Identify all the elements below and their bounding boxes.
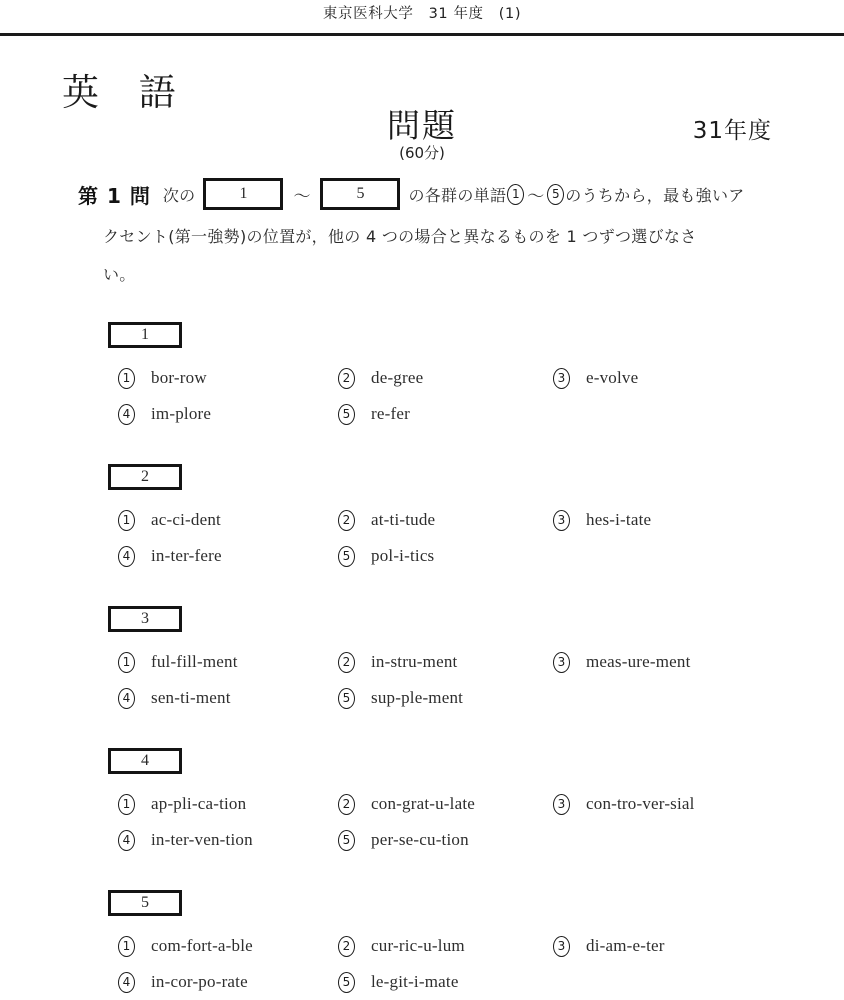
answer-option[interactable] (553, 794, 768, 815)
group-answer-box[interactable]: 2 (108, 464, 182, 490)
option-row (118, 680, 808, 716)
circled-number-icon: 5 (338, 830, 355, 851)
option-word: sup-ple-ment (371, 688, 464, 707)
circled-number-icon: 1 (118, 652, 135, 673)
circled-number-icon: 2 (338, 510, 355, 531)
circled-number-icon: 4 (118, 972, 135, 993)
option-word: ap-pli-ca-tion (151, 794, 247, 813)
answer-option[interactable] (553, 936, 768, 957)
option-word: cur-ric-u-lum (371, 936, 465, 955)
running-head: 東京医科大学 31 年度 (1) (322, 6, 522, 22)
option-row (118, 538, 808, 574)
option-word: e-volve (586, 368, 639, 387)
option-word: hes-i-tate (586, 510, 652, 529)
prompt-text-after-blank: の各群の単語 (408, 185, 507, 205)
question-group (108, 748, 808, 858)
circled-number-icon: 4 (118, 830, 135, 851)
circled-number-icon: 5 (338, 688, 355, 709)
question-group (108, 464, 808, 574)
circled-number-icon: 4 (118, 546, 135, 567)
option-row (118, 928, 808, 964)
circled-number-icon: 1 (118, 794, 135, 815)
exam-duration: (60分) (399, 144, 445, 162)
group-answer-box[interactable]: 1 (108, 322, 182, 348)
circled-number-icon: 1 (118, 936, 135, 957)
question-number-label: 第 1 問 (78, 183, 151, 208)
option-word: at-ti-tude (371, 510, 436, 529)
range-tilde: ～ (293, 186, 311, 207)
answer-option[interactable] (118, 936, 338, 957)
prompt-text-tail: のうちから，最も強いア (565, 185, 745, 205)
exam-year: 31年度 (692, 118, 772, 144)
answer-option[interactable] (338, 546, 553, 567)
option-word: ac-ci-dent (151, 510, 221, 529)
answer-option[interactable] (118, 794, 338, 815)
answer-option[interactable] (553, 368, 768, 389)
group-answer-box[interactable]: 3 (108, 606, 182, 632)
prompt-line-2-text: クセント(第一強勢)の位置が，他の 4 つの場合と異なるものを 1 つずつ選びなさ (103, 226, 697, 246)
header-rule (0, 33, 844, 36)
prompt-line-3-text: い。 (103, 264, 136, 284)
option-word: meas-ure-ment (586, 652, 691, 671)
option-row (118, 822, 808, 858)
option-word: com-fort-a-ble (151, 936, 253, 955)
group-answer-box[interactable]: 5 (108, 890, 182, 916)
option-word: in-ter-fere (151, 546, 222, 565)
option-row (118, 786, 808, 822)
circled-number-icon: 4 (118, 688, 135, 709)
answer-option[interactable] (338, 688, 553, 709)
answer-option[interactable] (553, 652, 768, 673)
option-row (118, 644, 808, 680)
circled-number-icon: 3 (553, 936, 570, 957)
answer-option[interactable] (118, 972, 338, 993)
option-row (118, 360, 808, 396)
circled-number-icon: 5 (338, 972, 355, 993)
answer-option[interactable] (118, 830, 338, 851)
question-group (108, 606, 808, 716)
option-word: bor-row (151, 368, 207, 387)
circled-number-icon: 3 (553, 652, 570, 673)
page-title: 問題 (387, 106, 457, 145)
answer-option[interactable] (338, 368, 553, 389)
circled-number-icon: 2 (338, 368, 355, 389)
prompt-line-1 (78, 173, 778, 215)
answer-option[interactable] (338, 794, 553, 815)
question-group (108, 890, 808, 1000)
answer-option[interactable] (118, 688, 338, 709)
option-word: pol-i-tics (371, 546, 435, 565)
option-word: sen-ti-ment (151, 688, 231, 707)
circled-number-icon: 2 (338, 652, 355, 673)
answer-option[interactable] (118, 368, 338, 389)
prompt-text-before-blank: 次の (162, 185, 196, 205)
prompt-line-3 (78, 255, 778, 291)
answer-option[interactable] (118, 510, 338, 531)
circled-number-icon: 3 (553, 510, 570, 531)
option-word: di-am-e-ter (586, 936, 665, 955)
circled-number-icon: 1 (118, 510, 135, 531)
circled-range-tilde: ～ (527, 186, 545, 207)
option-word: ful-fill-ment (151, 652, 238, 671)
circled-number-icon: 1 (118, 368, 135, 389)
circled-number-icon: 5 (338, 404, 355, 425)
option-row (118, 396, 808, 432)
option-word: re-fer (371, 404, 410, 423)
blank-box-end[interactable]: 5 (320, 178, 400, 210)
option-word: con-tro-ver-sial (586, 794, 695, 813)
circled-number-start-icon: 1 (507, 184, 524, 205)
circled-number-icon: 2 (338, 936, 355, 957)
option-row (118, 964, 808, 1000)
answer-option[interactable] (553, 510, 768, 531)
blank-box-start[interactable]: 1 (203, 178, 283, 210)
option-word: im-plore (151, 404, 212, 423)
circled-number-icon: 5 (338, 546, 355, 567)
question-group (108, 322, 808, 432)
answer-option[interactable] (338, 510, 553, 531)
question-prompt (78, 173, 778, 291)
answer-option[interactable] (338, 404, 553, 425)
option-row (118, 502, 808, 538)
answer-option[interactable] (338, 652, 553, 673)
answer-option[interactable] (338, 830, 553, 851)
option-word: le-git-i-mate (371, 972, 459, 991)
circled-number-end-icon: 5 (547, 184, 564, 205)
answer-option[interactable] (118, 652, 338, 673)
answer-option[interactable] (118, 546, 338, 567)
prompt-line-2 (78, 215, 778, 255)
circled-number-icon: 3 (553, 794, 570, 815)
option-word: per-se-cu-tion (371, 830, 469, 849)
option-word: in-cor-po-rate (151, 972, 248, 991)
circled-number-icon: 2 (338, 794, 355, 815)
circled-number-icon: 3 (553, 368, 570, 389)
option-word: de-gree (371, 368, 424, 387)
group-answer-box[interactable]: 4 (108, 748, 182, 774)
option-word: in-ter-ven-tion (151, 830, 253, 849)
option-word: con-grat-u-late (371, 794, 475, 813)
option-word: in-stru-ment (371, 652, 458, 671)
answer-option[interactable] (118, 404, 338, 425)
answer-option[interactable] (338, 972, 553, 993)
subject-title: 英 語 (62, 71, 190, 114)
answer-option[interactable] (338, 936, 553, 957)
circled-number-icon: 4 (118, 404, 135, 425)
